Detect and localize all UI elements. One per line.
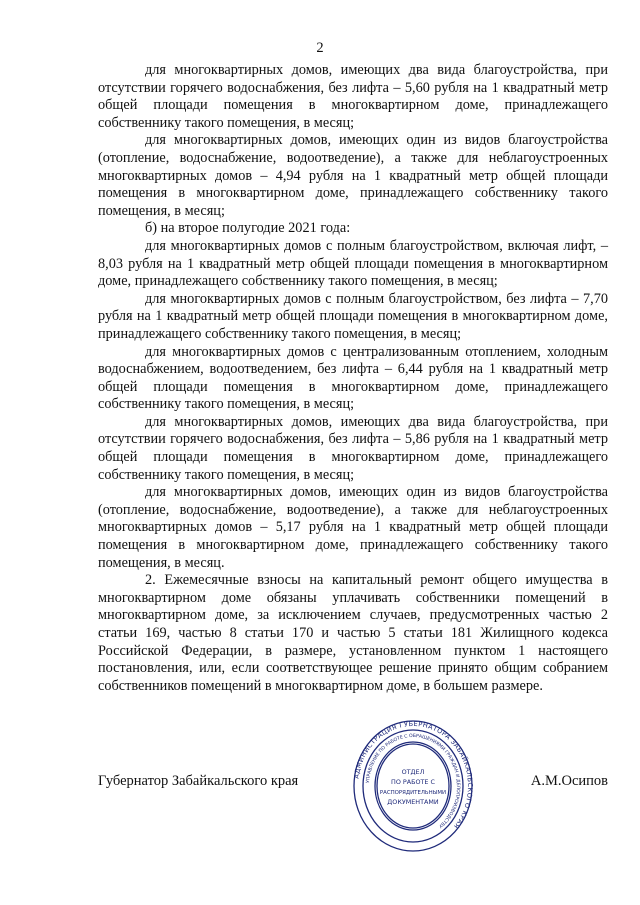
stamp-inner-line: ОТДЕЛ [401, 768, 425, 776]
official-stamp-seal [352, 718, 474, 854]
paragraph: для многоквартирных домов, имеющих один из видов благоустройства (отопление, водоснабжение, водоотведение), а также для неблагоустроенных многоквартирных домов – 5,17 рубля на 1 квадратный метр общей площади помещения в многоквартирном доме, принадлежащего собственнику такого помещения, в месяц. [98, 484, 608, 571]
paragraph: для многоквартирных домов, имеющих два вида благоустройства, при отсутствии горячего водоснабжения, без лифта – 5,86 рубля на 1 квадратный метр общей площади помещения в многоквартирном доме, принадлежащего собственнику такого помещения, в месяц; [98, 413, 608, 483]
signatory-name: А.М.Осипов [530, 773, 608, 789]
paragraph: 2. Ежемесячные взносы на капитальный ремонт общего имущества в многоквартирном доме обязаны уплачивать собственники помещений в многоквартирном доме, за исключением случаев, предусмотренных частью 2 статьи 169, частью 8 статьи 170 и частью 5 статьи 181 Жилищного кодекса Российской Федерации, в размере, установленном пунктом 1 настоящего постановления, или, если соответствующее решение принято общим собранием собственников помещений в многоквартирном доме, в большем размере. [98, 572, 608, 694]
paragraph: б) на второе полугодие 2021 года: [145, 220, 351, 237]
document-body [98, 62, 608, 695]
page-number: 2 [316, 40, 324, 56]
paragraph: для многоквартирных домов с полным благоустройством, включая лифт, – 8,03 рубля на 1 квадратный метр общей площади помещения в многоквартирном доме, принадлежащего собственнику такого помещения, в месяц; [98, 237, 608, 290]
paragraph: для многоквартирных домов, имеющих один из видов благоустройства (отопление, водоснабжение, водоотведение), а также для неблагоустроенных многоквартирных домов – 4,94 рубля на 1 квадратный метр общей площади помещения в многоквартирном доме, принадлежащего собственнику такого помещения, в месяц; [98, 132, 608, 219]
stamp-middle-text: УПРАВЛЕНИЕ ПО РАБОТЕ С ОБРАЩЕНИЯМИ ГРАЖДАН И ДЕЛОПРОИЗВОДСТВУ [366, 733, 461, 829]
stamp-inner-line: РАСПОРЯДИТЕЛЬНЫМИ [379, 790, 447, 796]
stamp-inner-line: ПО РАБОТЕ С [391, 778, 435, 786]
paragraph: для многоквартирных домов с централизованным отоплением, холодным водоснабжением, водоотведением, без лифта – 6,44 рубля на 1 квадратный метр общей площади помещения в многоквартирном доме, принадлежащего собственнику такого помещения, в месяц; [98, 343, 608, 413]
stamp-inner-line: ДОКУМЕНТАМИ [387, 798, 439, 806]
paragraph: для многоквартирных домов с полным благоустройством, без лифта – 7,70 рубля на 1 квадратный метр общей площади помещения в многоквартирном доме, принадлежащего собственнику такого помещения, в месяц; [98, 290, 608, 342]
paragraph: для многоквартирных домов, имеющих два вида благоустройства, при отсутствии горячего водоснабжения, без лифта – 5,60 рубля на 1 квадратный метр общей площади помещения в многоквартирном доме, принадлежащего собственнику такого помещения, в месяц; [98, 62, 608, 131]
stamp-outer-text: АДМИНИСТРАЦИЯ ГУБЕРНАТОРА ЗАБАЙКАЛЬСКОГО КРАЯ [352, 719, 474, 831]
signatory-position: Губернатор Забайкальского края [98, 773, 299, 789]
